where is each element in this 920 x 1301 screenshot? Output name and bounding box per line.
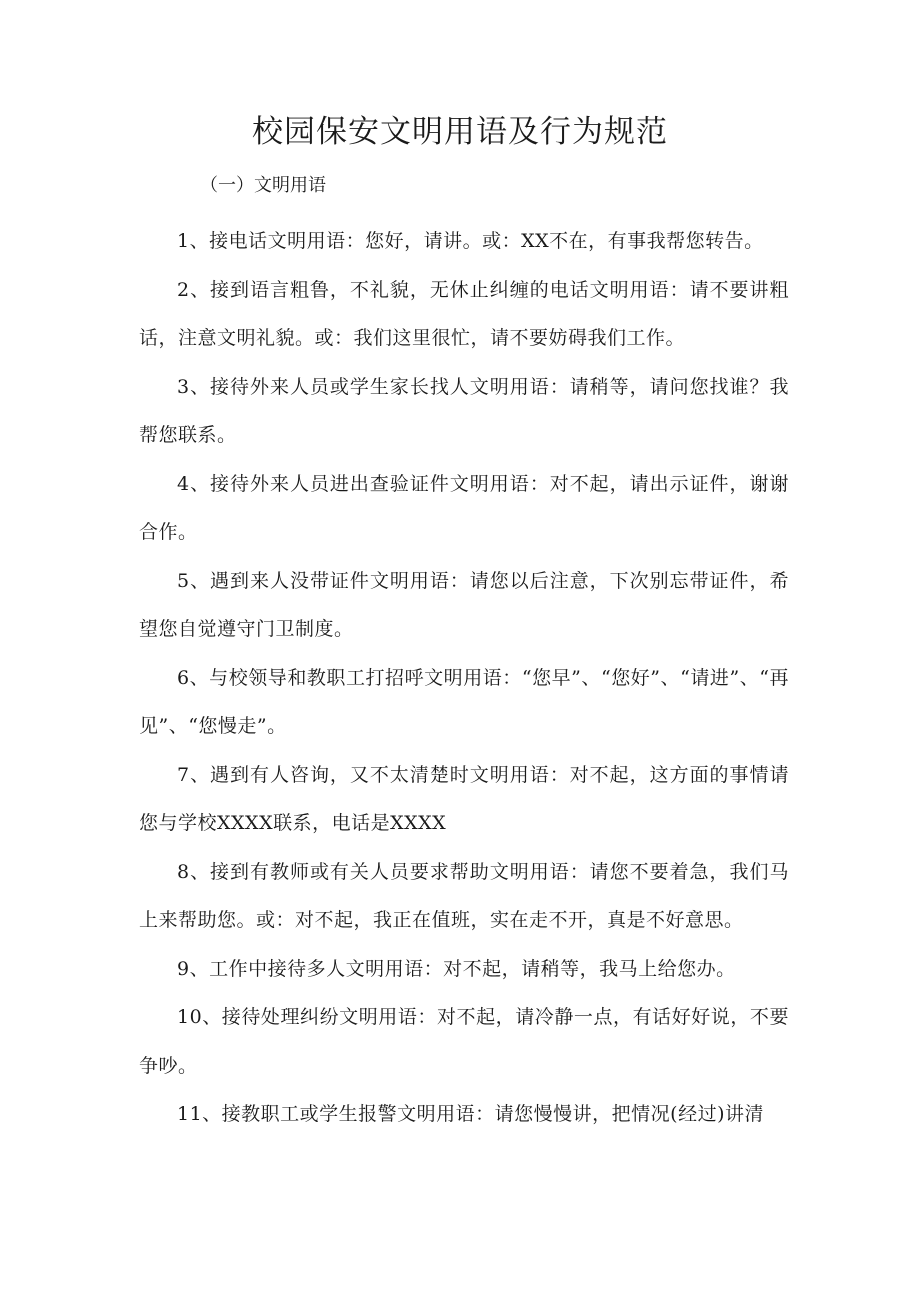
document-body: [139, 217, 789, 1139]
paragraph-9: 9、工作中接待多人文明用语：对不起，请稍等，我马上给您办。: [177, 957, 736, 980]
paragraph-7: 7、遇到有人咨询，又不太清楚时文明用语：对不起，这方面的事情请您与学校XXXX联系，电话是XXXX: [139, 763, 789, 834]
paragraph-8: 8、接到有教师或有关人员要求帮助文明用语：请您不要着急，我们马上来帮助您。或：对不起，我正在值班，实在走不开，真是不好意思。: [139, 860, 789, 931]
paragraph-11: 11、接教职工或学生报警文明用语：请您慢慢讲，把情况(经过)讲清: [177, 1103, 765, 1125]
paragraph-10: 10、接待处理纠纷文明用语：对不起，请冷静一点，有话好好说，不要争吵。: [139, 1006, 789, 1077]
paragraph-3: 3、接待外来人员或学生家长找人文明用语：请稍等，请问您找谁？我帮您联系。: [139, 375, 789, 446]
paragraph-5: 5、遇到来人没带证件文明用语：请您以后注意，下次别忘带证件，希望您自觉遵守门卫制度。: [139, 569, 789, 640]
document-title: 校园保安文明用语及行为规范: [252, 114, 668, 150]
section-heading: （一）文明用语: [200, 175, 326, 196]
paragraph-2: 2、接到语言粗鲁，不礼貌，无休止纠缠的电话文明用语：请不要讲粗话，注意文明礼貌。或：我们这里很忙，请不要妨碍我们工作。: [139, 278, 789, 349]
paragraph-4: 4、接待外来人员进出查验证件文明用语：对不起，请出示证件，谢谢合作。: [139, 472, 789, 543]
paragraph-1: 1、接电话文明用语：您好，请讲。或：XX不在，有事我帮您转告。: [177, 230, 764, 252]
paragraph-6: 6、与校领导和教职工打招呼文明用语：“您早”、“您好”、“请进”、“再见”、“您慢走”。: [139, 666, 789, 737]
